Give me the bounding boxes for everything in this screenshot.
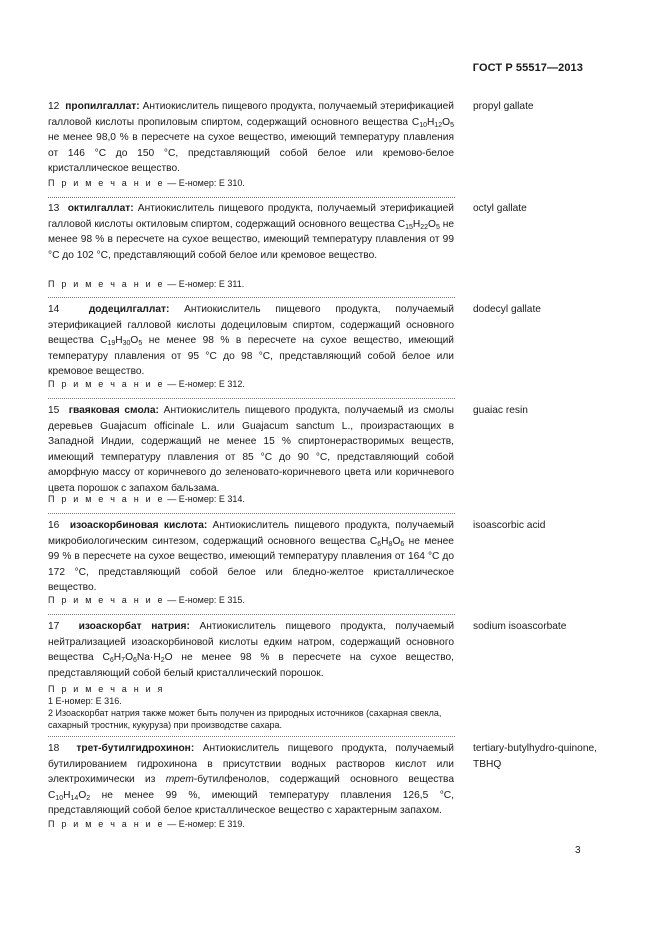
entry-17: 17 изоаскорбат натрия: Антиокислитель пищевого продукта, получаемый нейтрализацией изоаскорбиновой кислоты едким натром, содержащий основного вещества $C_6H_7O_6Na\cdot H_2O$ не менее 98 % в пересчете на сухое вещество, представляющий собой белый кристаллический порошок. xyxy=(48,621,455,679)
separator xyxy=(48,736,455,737)
entry-number: 16 xyxy=(48,520,60,531)
term-en: tertiary-butylhydro-quinone, TBHQ xyxy=(473,743,598,770)
entry-14: 14 додецилгаллат: Антиокислитель пищевого продукта, получаемый этерификацией галловой кислоты додециловым спиртом, содержащий основного вещества $C_{19}H_{30}O_5$ не менее 98 % в пересчете на сухое вещество, имеющий температуру плавления от 95 °С до 98 °С, представляющий собой белое или кремовое вещество. xyxy=(48,304,455,378)
separator xyxy=(48,614,455,615)
definition: Антиокислитель пищевого продукта, получаемый нейтрализацией изоаскорбиновой кислоты едким натром, содержащий основного вещества C xyxy=(48,621,455,664)
notes-label: П р и м е ч а н и я xyxy=(48,684,165,694)
term-ru: гваяковая смола: xyxy=(68,405,159,416)
note: П р и м е ч а н и е — Е-номер: Е 311. xyxy=(48,279,245,289)
note: П р и м е ч а н и е — Е-номер: Е 319. xyxy=(48,819,245,829)
term-en: octyl gallate xyxy=(473,203,527,214)
entry-16: 16 изоаскорбиновая кислота: Антиокислитель пищевого продукта, получаемый микробиологическим синтезом, содержащий основного вещества $C_6H_8O_6$ не менее 99 % в пересчете на сухое вещество, имеющий температуру плавления от 164 °С до 172 °С, представляющий собой белое или бледно-желтое кристаллическое вещество. xyxy=(48,520,455,594)
entry-13: 13 октилгаллат: Антиокислитель пищевого продукта, получаемый этерификацией галловой кислоты октиловым спиртом, содержащий основного вещества $C_{15}H_{22}O_5$ не менее 98 % в пересчете на сухое вещество, имеющий температуру плавления от 99 °С до 102 °С, представляющий собой белое или кремовое вещество. xyxy=(48,203,454,261)
term-ru: пропилгаллат: xyxy=(65,101,140,112)
entry-15 xyxy=(48,403,454,497)
page-number: 3 xyxy=(575,845,581,856)
entry-number: 17 xyxy=(48,621,60,632)
entry-number: 18 xyxy=(48,743,60,754)
entry-number: 13 xyxy=(48,203,60,214)
separator xyxy=(48,513,455,514)
term-ru: изоаскорбиновая кислота: xyxy=(69,520,208,531)
separator xyxy=(48,297,455,298)
note-item: 2 Изоаскорбат натрия также может быть получен из природных источников (сахарная свекла, сахарный тростник, кукуруза) при производстве сахара. xyxy=(48,708,442,730)
term-ru: трет-бутилгидрохинон: xyxy=(76,743,195,754)
note: П р и м е ч а н и е — Е-номер: Е 310. xyxy=(48,178,245,188)
notes xyxy=(48,683,458,731)
note: П р и м е ч а н и е — Е-номер: Е 315. xyxy=(48,595,245,605)
document-header: ГОСТ Р 55517—2013 xyxy=(472,62,583,74)
entry-number: 12 xyxy=(48,101,60,112)
entry-number: 15 xyxy=(48,405,60,416)
term-en: isoascorbic acid xyxy=(473,520,546,531)
note: П р и м е ч а н и е — Е-номер: Е 314. xyxy=(48,494,245,504)
entry-12: 12 пропилгаллат: Антиокислитель пищевого продукта, получаемый этерификацией галловой кислоты пропиловым спиртом, содержащий основного вещества $C_{10}H_{12}O_5$ не менее 98,0 % в пересчете на сухое вещество, имеющий температуру плавления от 146 °С до 150 °С, представляющий собой белое или кремово-белое кристаллическое вещество. xyxy=(48,101,454,175)
entry-number: 14 xyxy=(48,304,60,315)
term-ru: октилгаллат: xyxy=(67,203,134,214)
definition: Антиокислитель пищевого продукта, получаемый микробиологическим синтезом, содержащий основного вещества C xyxy=(48,520,455,547)
note: П р и м е ч а н и е — Е-номер: Е 312. xyxy=(48,379,245,389)
definition: Антиокислитель пищевого продукта, получаемый из смолы деревьев Guajacum officinale L. или Guajacum sanctum L., произрастающих в Западной Индии, содержащий не менее 15 % спиртонерастворимых веществ, имеющий температуру плавления от 85 °С до 90 °С, представляющий собой аморфную массу от коричневого до зеленовато-коричневого цвета или коричневого цвета порошок с запахом бальзама. xyxy=(48,405,454,494)
separator xyxy=(48,197,455,198)
separator xyxy=(48,398,455,399)
term-en: propyl gallate xyxy=(473,101,534,112)
definition: Антиокислитель пищевого продукта, получаемый этерификацией галловой кислоты пропиловым спиртом, содержащий основного вещества C xyxy=(48,101,454,128)
term-ru: додецилгаллат: xyxy=(88,304,170,315)
term-en: sodium isoascorbate xyxy=(473,621,567,632)
term-ru: изоаскорбат натрия: xyxy=(78,621,190,632)
note-item: 1 Е-номер: Е 316. xyxy=(48,696,122,706)
term-en: dodecyl gallate xyxy=(473,304,541,315)
definition: Антиокислитель пищевого продукта, получаемый этерификацией галловой кислоты октиловым спиртом, содержащий основного вещества C xyxy=(48,203,454,230)
definition: Антиокислитель пищевого продукта, получаемый этерификацией галловой кислоты додециловым спиртом, содержащий основного вещества C xyxy=(48,304,454,347)
term-en: guaiac resin xyxy=(473,405,528,416)
entry-18: 18 трет-бутилгидрохинон: Антиокислитель пищевого продукта, получаемый бутилированием гидрохинона в присутствии водных растворов кислот или электрохимически из трет-бутилфенолов, содержащий основного вещества $C_{10}H_{14}O_2$ не менее 99 %, имеющий температуру плавления 126,5 °С, представляющий собой белое кристаллическое вещество с характерным запахом. xyxy=(48,743,454,817)
definition: Антиокислитель пищевого продукта, получаемый бутилированием гидрохинона в присутствии водных растворов кислот или электрохимически из xyxy=(48,743,454,786)
